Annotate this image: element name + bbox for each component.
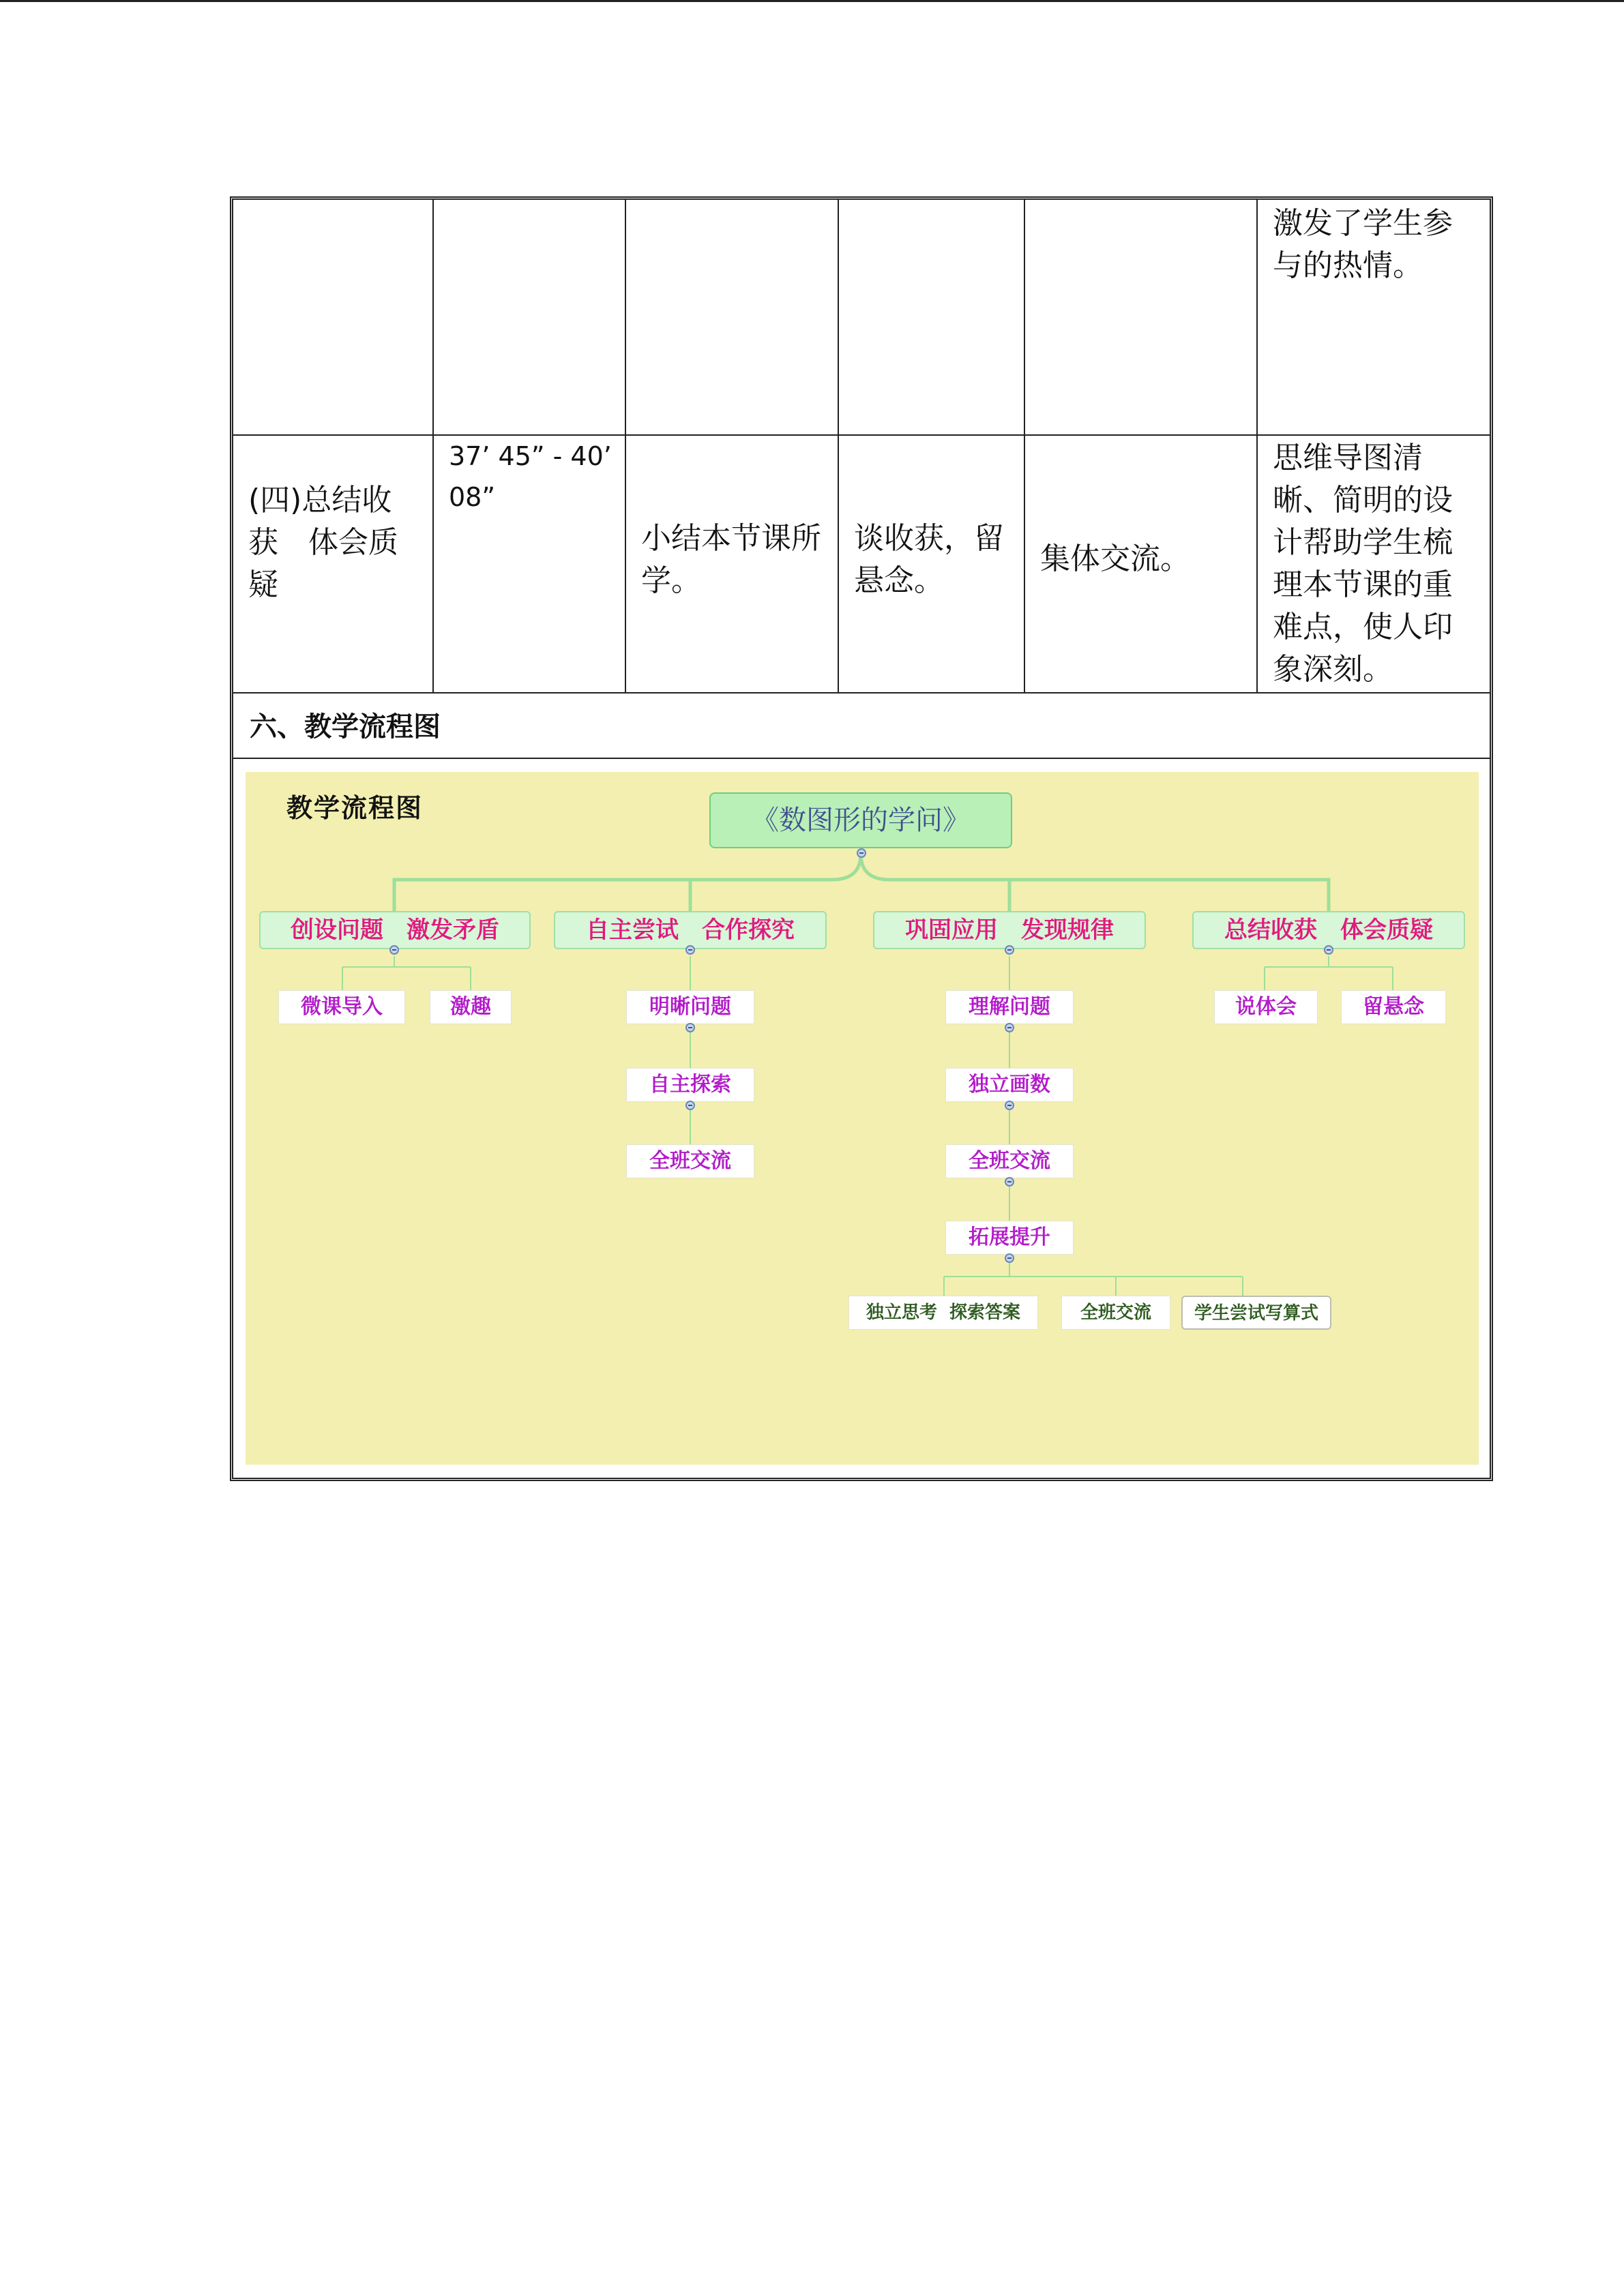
collapse-icon — [857, 848, 866, 858]
student-text-summary: 谈收获，留悬念。 — [854, 521, 1004, 598]
cell-time-summary — [434, 436, 626, 694]
time-text-summary: 37’ 45” - 40’ 08” — [449, 441, 612, 512]
collapse-icon — [1005, 1253, 1014, 1263]
leaf-node: 独立画数 — [945, 1068, 1074, 1102]
leaf-node: 激趣 — [430, 990, 512, 1024]
flowchart-title: 教学流程图 — [286, 792, 424, 823]
collapse-icon — [685, 945, 695, 955]
connector-leaves-1 — [342, 956, 471, 990]
page-top-border — [0, 0, 1624, 2]
flowchart-connectors — [246, 772, 1479, 1465]
cell-evaluation-prev — [1258, 200, 1490, 436]
collapse-icon — [1005, 945, 1014, 955]
teaching-flowchart — [246, 772, 1479, 1465]
leaf-node: 理解问题 — [945, 990, 1074, 1024]
cell-stage-summary — [233, 436, 434, 694]
method-text-summary: 集体交流。 — [1040, 541, 1190, 576]
cell-method-summary — [1025, 436, 1258, 694]
sub-leaf-node: 全班交流 — [1061, 1296, 1170, 1330]
cell-teacher-summary — [626, 436, 839, 694]
root-node: 《数图形的学问》 — [709, 792, 1012, 848]
collapse-icon — [685, 1101, 695, 1110]
collapse-icon — [1324, 945, 1333, 955]
branch-node-2: 自主尝试 合作探究 — [554, 911, 827, 949]
cell-evaluation-summary — [1258, 436, 1490, 694]
sub-leaf-node: 独立思考 探索答案 — [848, 1296, 1038, 1330]
cell-time-prev — [434, 200, 626, 436]
leaf-node: 微课导入 — [278, 990, 405, 1024]
evaluation-text-prev: 激发了学生参与的热情。 — [1273, 206, 1453, 283]
cell-method-prev — [1025, 200, 1258, 436]
section-title-row — [233, 694, 1490, 759]
connector-leaves-4 — [1265, 956, 1393, 990]
branch-node-4: 总结收获 体会质疑 — [1192, 911, 1465, 949]
leaf-node: 自主探索 — [626, 1068, 754, 1102]
sub-leaf-node: 学生尝试写算式 — [1181, 1296, 1331, 1330]
branch-node-1: 创设问题 激发矛盾 — [259, 911, 531, 949]
cell-student-prev — [839, 200, 1025, 436]
branch-node-3: 巩固应用 发现规律 — [873, 911, 1146, 949]
cell-stage-prev — [233, 200, 434, 436]
leaf-node: 说体会 — [1214, 990, 1318, 1024]
collapse-icon — [685, 1023, 695, 1032]
leaf-node: 全班交流 — [626, 1144, 754, 1178]
collapse-icon — [389, 945, 399, 955]
collapse-icon — [1005, 1101, 1014, 1110]
cell-teacher-prev — [626, 200, 839, 436]
connector-branch-1 — [394, 854, 861, 912]
leaf-node: 拓展提升 — [945, 1221, 1074, 1255]
leaf-node: 明晰问题 — [626, 990, 754, 1024]
evaluation-text-summary: 思维导图清晰、简明的设计帮助学生梳理本节课的重难点，使人印象深刻。 — [1273, 441, 1453, 687]
collapse-icon — [1005, 1177, 1014, 1187]
teacher-text-summary: 小结本节课所学。 — [641, 521, 821, 598]
section-title: 六、教学流程图 — [250, 711, 441, 743]
stage-text-summary: (四)总结收获 体会质疑 — [248, 483, 398, 602]
connector-sub-leaves-3 — [944, 1255, 1243, 1296]
leaf-node: 留悬念 — [1341, 990, 1446, 1024]
cell-student-summary — [839, 436, 1025, 694]
collapse-icon — [1005, 1023, 1014, 1032]
leaf-node: 全班交流 — [945, 1144, 1074, 1178]
main-connectors — [394, 854, 1329, 912]
connector-branch-4 — [861, 854, 1329, 912]
